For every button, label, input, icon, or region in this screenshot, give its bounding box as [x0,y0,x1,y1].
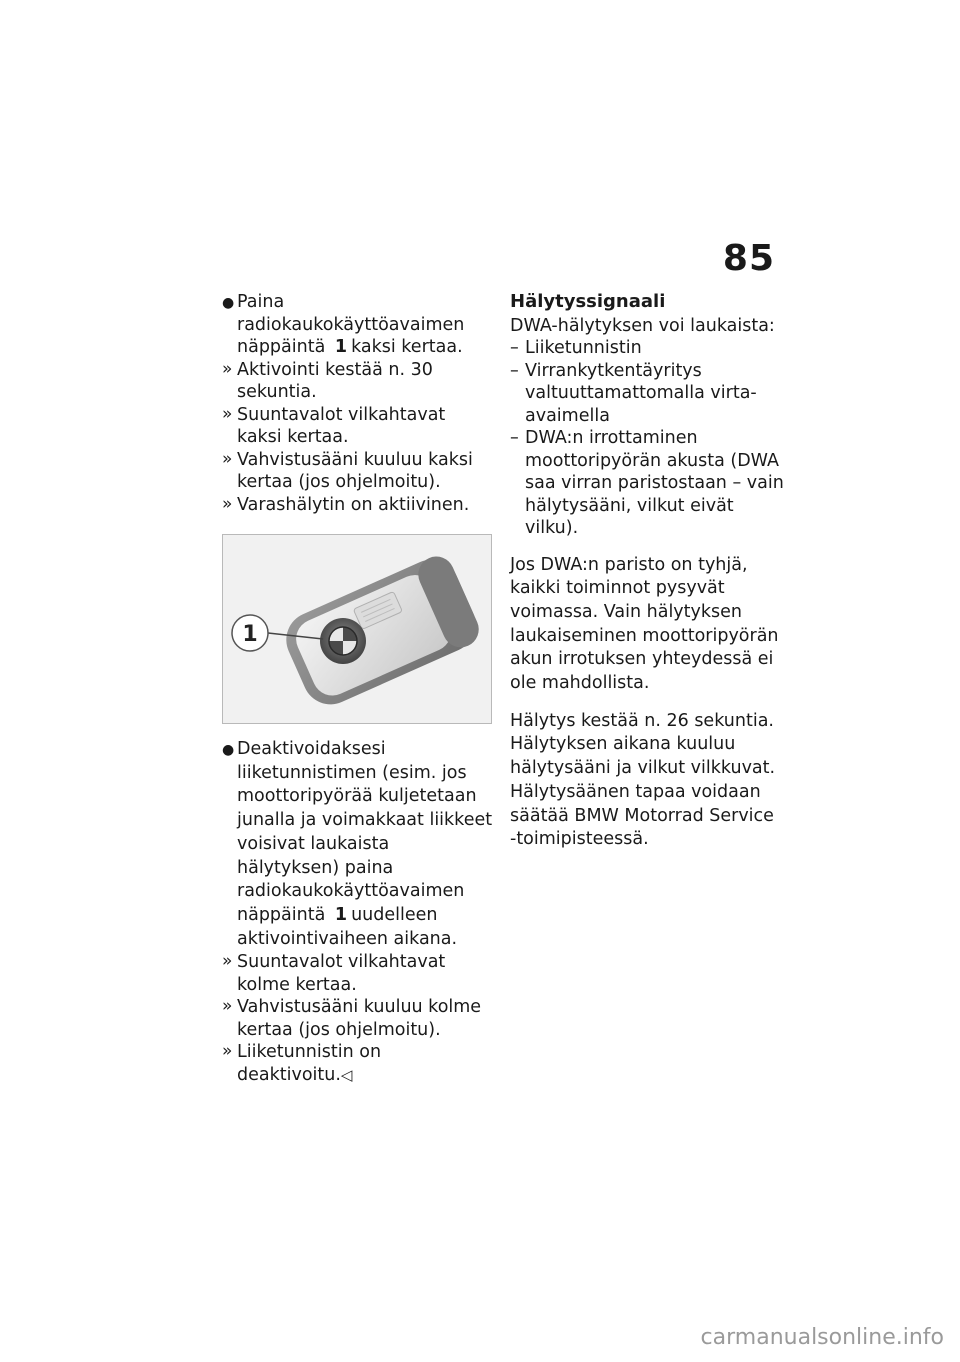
step-activate-text: Paina radiokaukokäyttöavaimen näppäintä [237,292,465,357]
result-text: Varashälytin on aktiivinen. [237,494,470,515]
result-text: Aktivointi kestää n. 30 sekuntia. [237,359,433,402]
bmw-logo-icon [320,618,366,664]
result-item [222,494,494,517]
result-text: Liiketunnistin on deaktivoitu. [237,1042,382,1085]
paragraph-duration: Hälytys kestää n. 26 sekuntia. Hälytyksen aikana kuuluu hälytysääni ja vilkut vilkkuvat. Hälytysäänen tapaa voidaan säätää BMW Motorrad Service -toimipisteessä. [510,710,776,850]
paragraph-battery: Jos DWA:n paristo on tyhjä, kaikki toiminnot pysyvät voimassa. Vain hälytyksen laukaiseminen moottoripyörän akun irrotuksen yhteydessä ei ole mahdollista. [510,554,779,694]
figure-callout-number: 1 [242,622,258,647]
result-text: Vahvistusääni kuuluu kolme kertaa (jos ohjelmoitu). [237,997,482,1040]
result-arrow-icon: » [222,358,233,379]
result-arrow-icon: » [222,493,233,514]
result-arrow-icon: » [222,951,233,972]
step-activate-after: kaksi kertaa. [351,337,463,357]
intro-text: DWA-hälytyksen voi laukaista: [510,315,775,336]
result-item [222,359,494,404]
result-text: Suuntavalot vilkahtavat kaksi kertaa. [237,404,446,447]
section-heading: Hälytyssignaali [510,291,666,312]
dash-list-item [510,427,785,540]
result-arrow-icon: » [222,403,233,424]
end-of-section-icon: ◁ [340,1065,353,1084]
key-number: 1 [334,904,348,925]
step-deactivate-after: uudelleen aktivointivaiheen aikana. [237,904,458,949]
result-item [222,449,494,494]
result-arrow-icon: » [222,1041,233,1062]
result-text: Vahvistusääni kuuluu kaksi kertaa (jos ohjelmoitu). [237,449,473,492]
watermark: carmanualsonline.info [700,1325,944,1350]
bullet-icon: ● [222,295,235,311]
dash-list-item [510,337,785,360]
dash-list-item [510,360,785,428]
dash-item-text: Liiketunnistin [525,338,642,358]
result-item [222,1041,494,1086]
result-item [222,996,494,1041]
right-column [510,291,785,852]
result-text: Suuntavalot vilkahtavat kolme kertaa. [237,952,446,995]
key-fob-figure [222,534,492,724]
bullet-icon: ● [222,742,235,758]
step-deactivate [222,738,494,951]
step-activate [222,291,494,359]
result-item [222,951,494,996]
dash-marker: – [510,360,519,381]
dash-item-text: Virrankytkentäyritys valtuuttamattomalla virta-avaimella [525,360,757,426]
page-number: 85 [722,238,775,279]
key-number: 1 [334,337,348,357]
step-deactivate-text: Deaktivoidaksesi liiketunnistimen (esim. jos moottoripyörää kuljetetaan junalla ja voimakkaat liikkeet voisivat laukaista hälytyksen) paina radiokaukokäyttöavaimen näppäintä [237,739,493,925]
dash-marker: – [510,338,519,358]
dash-marker: – [510,428,519,448]
result-arrow-icon: » [222,448,233,469]
left-column [222,291,494,1086]
key-fob-image [223,535,491,723]
dash-item-text: DWA:n irrottaminen moottoripyörän akusta (DWA saa virran paristostaan – vain hälytysääni, vilkut eivät vilku). [525,428,784,538]
result-item [222,404,494,449]
result-arrow-icon: » [222,996,233,1017]
